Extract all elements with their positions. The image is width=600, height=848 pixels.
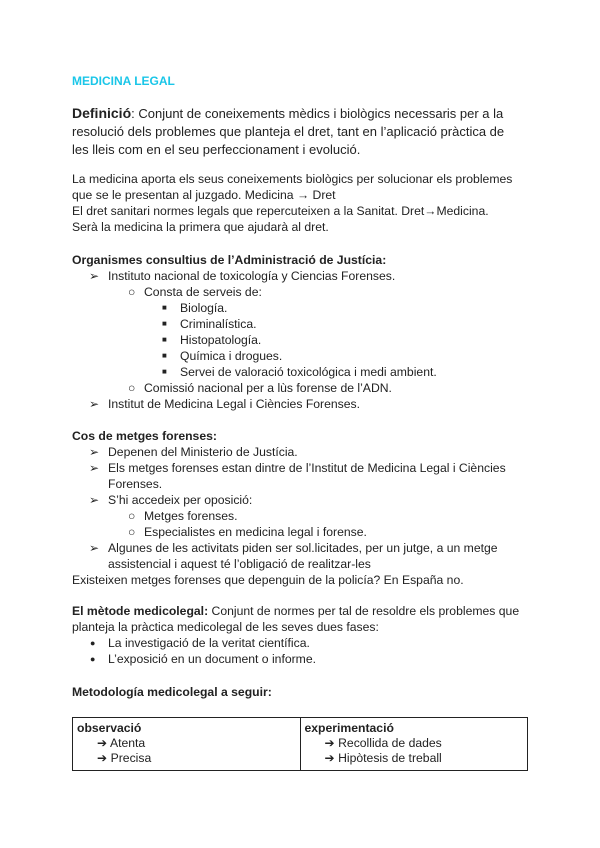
metodologia-heading: Metodología medicolegal a seguir: xyxy=(72,685,272,699)
square-bullet-icon: ■ xyxy=(162,319,167,328)
list-item: ● L’exposició en un document o informe. xyxy=(90,652,316,666)
dot-bullet-icon: ● xyxy=(90,654,96,664)
list-item: ○ Especialistes en medicina legal i forense. xyxy=(128,525,367,539)
circle-bullet-icon: ○ xyxy=(128,525,136,539)
list-item: ➔ Recollida de dades xyxy=(324,736,442,750)
arrow-bullet-icon: ➢ xyxy=(89,541,100,555)
square-bullet-icon: ■ xyxy=(162,351,167,360)
arrow-bullet-icon: ➢ xyxy=(89,445,100,459)
list-item: ■ Servei de valoració toxicológica i medi ambient. xyxy=(162,365,437,379)
arrow-bullet-icon: ➢ xyxy=(89,397,100,411)
list-item: ○ Metges forenses. xyxy=(128,509,238,523)
list-item: ■ Biología. xyxy=(162,301,228,315)
cos-question: Existeixen metges forenses que depenguin de la policía? En España no. xyxy=(72,573,464,587)
square-bullet-icon: ■ xyxy=(162,335,167,344)
intro-section xyxy=(72,171,532,235)
metodologia-table xyxy=(72,717,528,771)
metode-label: El mètode medicolegal: xyxy=(72,604,209,618)
definition-label: Definició xyxy=(72,105,132,121)
list-item: ➢ Depenen del Ministerio de Justícia. xyxy=(89,445,298,459)
table-row xyxy=(73,718,528,771)
dot-bullet-icon: ● xyxy=(90,638,96,648)
list-item: ➢ Els metges forenses estan dintre de l’Institut de Medicina Legal i Ciències Forenses. xyxy=(89,461,506,491)
list-item: ■ Histopatología. xyxy=(162,333,262,347)
table-cell-observacio xyxy=(73,718,301,771)
cos-heading: Cos de metges forenses: xyxy=(72,429,217,443)
arrow-icon: ➔ xyxy=(97,736,108,750)
table-cell-experimentacio xyxy=(300,718,528,771)
arrow-icon: ➔ xyxy=(324,736,335,750)
intro-line-3: Serà la medicina la primera que ajudarà al dret. xyxy=(72,220,329,234)
circle-bullet-icon: ○ xyxy=(128,285,136,299)
list-item: ➢ S’hi accedeix per oposició: xyxy=(89,493,253,507)
list-item: ● La investigació de la veritat científica. xyxy=(90,636,310,650)
list-item: ➢ Instituto nacional de toxicología y Ciencias Forenses. xyxy=(89,269,396,283)
arrow-icon: ➔ xyxy=(324,751,335,765)
list-item: ○ Consta de serveis de: xyxy=(128,285,262,299)
list-item: ➢ Algunes de les activitats piden ser sol.licitades, per un jutge, a un metge assistencial i aquest té l’obligació de realitzar-les xyxy=(89,541,498,571)
document-title: MEDICINA LEGAL xyxy=(72,74,175,88)
list-item: ■ Criminalística. xyxy=(162,317,257,331)
circle-bullet-icon: ○ xyxy=(128,381,136,395)
organismes-section xyxy=(72,252,532,412)
arrow-bullet-icon: ➢ xyxy=(89,269,100,283)
list-item: ➔ Atenta xyxy=(97,736,146,750)
intro-line-1: La medicina aporta els seus coneixements biològics per solucionar els problemes que se le presentan al juzgado. Medicina → Dret xyxy=(72,172,513,202)
definition-paragraph xyxy=(72,104,522,159)
list-item: ➔ Hipòtesis de treball xyxy=(324,751,442,765)
circle-bullet-icon: ○ xyxy=(128,509,136,523)
list-item: ■ Química i drogues. xyxy=(162,349,283,363)
metode-section xyxy=(72,603,532,667)
arrow-bullet-icon: ➢ xyxy=(89,461,100,475)
experimentacio-title: experimentació xyxy=(304,721,394,735)
definition-text: : Conjunt de coneixements mèdics i biològics necessaris per a la resolució dels problemes que planteja el dret, tant en l’aplicació pràctica de les lleis com en el seu perfeccionament i evolució. xyxy=(72,106,505,157)
metode-paragraph: El mètode medicolegal: Conjunt de normes per tal de resoldre els problemes que planteja la pràctica medicolegal de les seves dues fases: xyxy=(72,604,520,634)
observacio-title: observació xyxy=(77,721,142,735)
arrow-icon: ➔ xyxy=(97,751,108,765)
list-item: ○ Comissió nacional per a lùs forense de l’ADN. xyxy=(128,381,392,395)
cos-section xyxy=(72,428,532,588)
square-bullet-icon: ■ xyxy=(162,367,167,376)
organismes-heading: Organismes consultius de l’Administració de Justícia: xyxy=(72,253,387,267)
list-item: ➢ Institut de Medicina Legal i Ciències Forenses. xyxy=(89,397,361,411)
square-bullet-icon: ■ xyxy=(162,303,167,312)
arrow-bullet-icon: ➢ xyxy=(89,493,100,507)
intro-line-2: El dret sanitari normes legals que repercuteixen a la Sanitat. Dret→Medicina. xyxy=(72,204,489,218)
list-item: ➔ Precisa xyxy=(97,751,152,765)
